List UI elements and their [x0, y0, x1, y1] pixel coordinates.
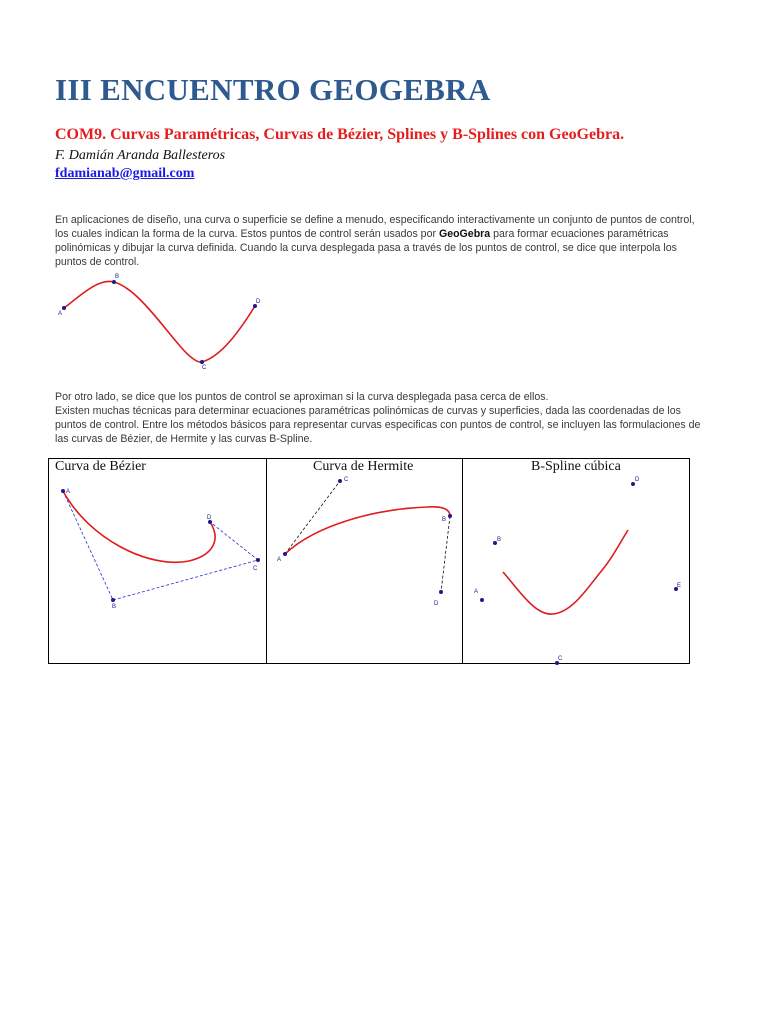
hermite-point-c — [338, 479, 342, 483]
bspline-label-e: E — [677, 583, 682, 589]
hermite-label-c: C — [344, 477, 349, 483]
bezier-panel — [49, 459, 267, 663]
bspline-label-a: A — [474, 589, 479, 595]
control-point-b — [112, 280, 116, 284]
bezier-curve — [63, 491, 215, 562]
bezier-panel-title: Curva de Bézier — [55, 459, 146, 474]
bspline-label-b: B — [497, 537, 502, 543]
hermite-panel-title: Curva de Hermite — [313, 459, 414, 474]
bspline-label-c: C — [558, 656, 563, 662]
bspline-label-d: D — [635, 477, 640, 483]
hermite-tangent-b — [441, 516, 450, 592]
approximation-paragraph — [55, 390, 711, 446]
bezier-point-a — [61, 489, 65, 493]
bspline-figure — [463, 459, 689, 665]
bezier-label-d: D — [207, 515, 212, 521]
communication-title: COM9. Curvas Paramétricas, Curvas de Bézier, Splines y B-Splines con GeoGebra. — [55, 126, 625, 143]
hermite-point-d — [439, 590, 443, 594]
hermite-point-a — [283, 552, 287, 556]
control-point-c — [200, 360, 204, 364]
hermite-label-a: A — [277, 557, 282, 563]
bezier-point-b — [111, 598, 115, 602]
intro-text-before: En aplicaciones de diseño, una curva o superficie se define a menudo, especificando interactivamente un conjunto de puntos de control, los cuales indican la forma de la curva. Estos puntos de control serán usados por — [55, 214, 695, 240]
hermite-label-d: D — [434, 601, 439, 607]
bspline-curve — [503, 530, 628, 614]
bspline-point-a — [480, 598, 484, 602]
bezier-label-c: C — [253, 566, 258, 572]
label-d: D — [256, 299, 261, 305]
hermite-tangent-a — [285, 481, 340, 554]
curve-types-table — [48, 458, 690, 664]
bspline-panel-title: B-Spline cúbica — [531, 459, 621, 474]
hermite-figure — [267, 459, 463, 665]
hermite-point-b — [448, 514, 452, 518]
bezier-point-c — [256, 558, 260, 562]
hermite-curve — [285, 507, 450, 554]
interpolation-figure — [50, 268, 270, 378]
intro-paragraph — [55, 213, 711, 269]
author-email-link[interactable]: fdamianab@gmail.com — [55, 166, 195, 181]
bezier-label-b: B — [112, 604, 117, 610]
intro-text-after: para formar ecuaciones paramétricas polinómicas y dibujar la curva definida. Cuando la curva desplegada pasa a través de los puntos de control, se dice que interpola los puntos de control. — [55, 228, 677, 268]
hermite-label-b: B — [442, 517, 447, 523]
bezier-control-polygon — [63, 491, 258, 600]
label-b: B — [115, 274, 120, 280]
geogebra-highlight: GeoGebra — [438, 228, 491, 240]
bezier-label-a: A — [66, 489, 71, 495]
interpolating-curve — [64, 281, 255, 362]
bspline-panel — [463, 459, 689, 663]
label-a: A — [58, 311, 63, 317]
control-point-a — [62, 306, 66, 310]
document-title: III ENCUENTRO GEOGEBRA — [55, 72, 491, 107]
label-c: C — [202, 365, 207, 371]
approx-line-1: Por otro lado, se dice que los puntos de control se aproximan si la curva desplegada pasa cerca de ellos. — [55, 391, 549, 403]
hermite-panel — [267, 459, 463, 663]
approx-line-2: Existen muchas técnicas para determinar ecuaciones paramétricas polinómicas de curvas y superficies, dada las coordenadas de los puntos de control. Entre los métodos básicos para representar curvas especificas con puntos de control, se incluyen las formulaciones de las curvas de Bézier, de Hermite y las curvas B-Spline. — [55, 405, 701, 445]
author-name: F. Damián Aranda Ballesteros — [55, 148, 226, 163]
bezier-figure — [49, 459, 267, 665]
